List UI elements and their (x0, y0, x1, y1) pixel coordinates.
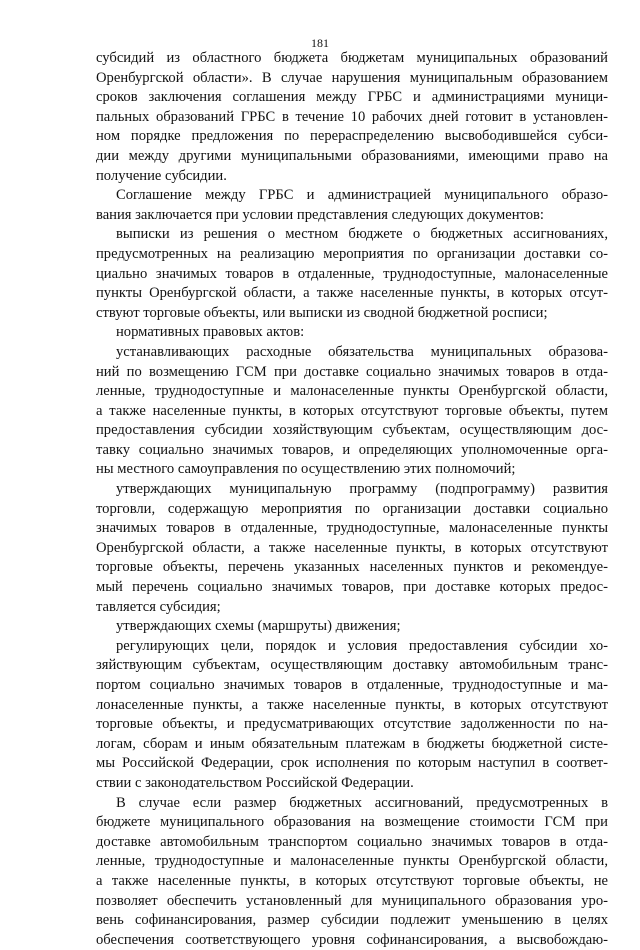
text-line: обеспечения соответствующего уровня софинансирования, а высвобождаю- (96, 931, 608, 948)
text-line: а также населенные пункты, в которых отсутствуют торговые объекты, путем (96, 402, 608, 419)
text-line: Оренбургской области». В случае нарушения муниципальным образованием (96, 69, 608, 86)
text-line: предоставления субсидии хозяйствующим субъектам, осуществляющим дос- (96, 422, 608, 439)
text-line: сроков заключения соглашения между ГРБС и администрациями муници- (96, 89, 608, 106)
text-line: ствуют торговые объекты, или выписки из сводной бюджетной росписи; (96, 304, 548, 321)
text-line: утверждающих схемы (маршруты) движения; (116, 618, 401, 635)
text-line: доставке автомобильным транспортом социально значимых товаров в отда- (96, 833, 608, 850)
text-line: утверждающих муниципальную программу (подпрограмму) развития (116, 481, 608, 498)
text-line: мы Российской Федерации, срок исполнения по которым наступил в соответ- (96, 755, 608, 772)
text-line: мый перечень социально значимых товаров, при доставке которых предос- (96, 579, 608, 596)
text-line: ний по возмещению ГСМ при доставке социально значимых товаров в отда- (96, 363, 608, 380)
text-line: регулирующих цели, порядок и условия предоставления субсидии хо- (116, 637, 608, 654)
text-line: тавляется субсидия; (96, 598, 221, 615)
text-line: пальных образований ГРБС в течение 10 рабочих дней готовит в установлен- (96, 108, 608, 125)
text-line: В случае если размер бюджетных ассигнований, предусмотренных в (116, 794, 608, 811)
text-line: торговые объекты, перечень указанных населенных пунктов и рекомендуе- (96, 559, 608, 576)
text-line: субсидий из областного бюджета бюджетам муниципальных образований (96, 50, 608, 66)
text-line: ленные, труднодоступные и малонаселенные пункты Оренбургской области, (96, 383, 608, 400)
text-line: портом социально значимых товаров в отдаленные, труднодоступные и ма- (96, 677, 608, 693)
text-line: зяйствующим субъектам, осуществляющим доставку автомобильным транс- (96, 657, 608, 674)
text-line: тавку социально значимых товаров, и определяющих уполномоченные орга- (96, 441, 608, 458)
text-line: выписки из решения о местном бюджете о бюджетных ассигнованиях, (116, 226, 608, 243)
text-line: вания заключается при условии представления следующих документов: (96, 206, 544, 223)
text-line: лонаселенные пункты, а также населенные пункты, в которых отсутствуют (96, 696, 608, 713)
text-line: получение субсидии. (96, 167, 227, 184)
text-line: Соглашение между ГРБС и администрацией муниципального образо- (116, 187, 608, 204)
text-line: торговые объекты, и предусматривающих отсутствие задолженности по на- (96, 716, 608, 733)
text-line: логам, сборам и иным обязательным платежам в бюджеты бюджетной систе- (96, 735, 608, 752)
text-line: ны местного самоуправления по осуществлению этих полномочий; (96, 461, 516, 478)
text-line: позволяет обеспечить установленный для муниципального образования уро- (96, 892, 608, 909)
text-line: вень софинансирования, размер субсидии подлежит уменьшению в целях (96, 912, 608, 929)
text-line: бюджете муниципального образования на возмещение стоимости ГСМ при (96, 814, 608, 831)
text-line: а также населенные пункты, в которых отсутствуют торговые объекты, не (96, 872, 608, 889)
text-line: циально значимых товаров в отдаленные, труднодоступные, малонаселенные (96, 265, 608, 282)
text-line: Оренбургской области, а также населенные пункты, в которых отсутствуют (96, 539, 608, 556)
text-line: предусмотренных на реализацию мероприятия по организации доставки со- (96, 245, 608, 262)
text-line: пункты Оренбургской области, а также населенные пункты, в которых отсут- (96, 285, 608, 302)
body-text (96, 49, 608, 950)
text-line: нормативных правовых актов: (116, 324, 305, 341)
text-line: устанавливающих расходные обязательства муниципальных образова- (116, 343, 608, 360)
text-line: ствии с законодательством Российской Федерации. (96, 774, 414, 791)
page-number: 181 (311, 36, 329, 50)
text-line: ном порядке предложения по перераспределению высвободившейся субси- (96, 128, 608, 145)
text-line: ленные, труднодоступные и малонаселенные пункты Оренбургской области, (96, 853, 608, 870)
text-line: торговли, содержащую мероприятия по организации доставки социально (96, 500, 608, 517)
text-line: дии между другими муниципальными образованиями, имеющими право на (96, 147, 608, 164)
text-line: значимых товаров в отдаленные, труднодоступные, малонаселенные пункты (96, 520, 608, 537)
